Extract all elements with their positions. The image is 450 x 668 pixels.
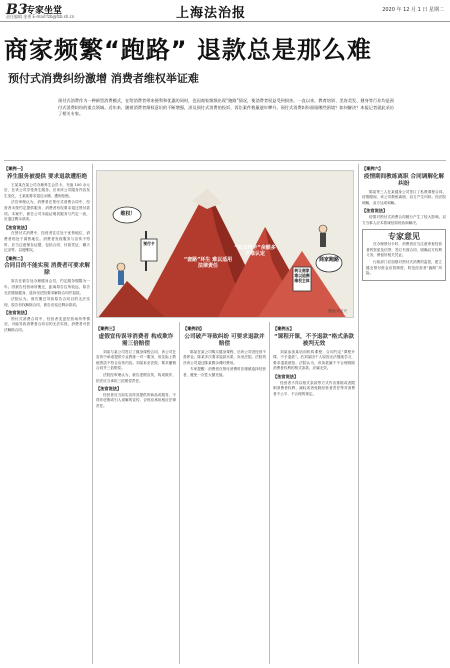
label-prepaid-card: 预付卡 bbox=[143, 241, 155, 246]
expert-opinion-box bbox=[362, 229, 446, 281]
paragraph: 在预付式消费中，经营者往往处于优势地位，消费者则处于弱势地位。消费者发现服务与宣传不符时，应当注意保存证据，包括合同、付款凭证、聊天记录等，以便维权。 bbox=[4, 231, 90, 253]
paragraph: 法院经审理认为，被告虚假宣传，构成欺诈，依法应当承担三倍赔偿责任。 bbox=[96, 372, 176, 383]
article-column-1 bbox=[4, 164, 90, 664]
case-title: 虚假宣传误导消费者 构成欺诈需三倍赔偿 bbox=[98, 333, 174, 347]
label-merchant-runaway: 商家跑路 bbox=[318, 257, 339, 263]
column-divider bbox=[92, 164, 93, 664]
case-title: “课程开课，不予退款”格式条款被判无效 bbox=[273, 333, 355, 347]
paragraph: 经营者应当如实宣传其提供的商品或服务，不得作虚假或引人误解的宣传，否则应承担相应法律责任。 bbox=[96, 392, 176, 408]
section-number: B3 bbox=[6, 2, 28, 18]
article-column-4 bbox=[273, 324, 355, 664]
paragraph: 王某某在某公司办理养生会员卡，充值 100 余元后，在该公司享受养生服务。后来该公司服务内容发生变化，王某某要求退还余额，遭到拒绝。 bbox=[4, 182, 90, 198]
case-tag: 【案例三】 bbox=[96, 326, 117, 331]
paragraph: 刘某参加某培训机构课程，合同约定“课程开课，不予退款”。后刘某因个人原因无法继续学习，要求退款被拒。法院认为，该条款属于不合理排除消费者权利的格式条款，应属无效。 bbox=[273, 349, 355, 371]
article-column-2 bbox=[96, 324, 176, 664]
paper-name: 上海法治报 bbox=[176, 6, 247, 21]
label-transfer-merchant: 转让商家 难以追溯维权主体 bbox=[294, 268, 310, 283]
paragraph: 刘某与某公司签订了健身课程合同，该公司在宣传中承诺提供专业教练一对一服务，但实际上教练资质不符合宣传内容。刘某诉至法院，要求撤销合同并三倍赔偿。 bbox=[96, 349, 176, 371]
judge-comment-tag: 【法官说法】 bbox=[4, 310, 30, 316]
expert-opinion-title: 专家意见 bbox=[388, 232, 420, 242]
article-column-5 bbox=[362, 164, 446, 664]
lead-paragraph: 预付式消费作为一种新型消费模式，在给消费者带来便利和优惠的同时，也因商家频频出现“跑路”情况，使消费者权益受到损害。一直以来，教育培训、美容美发、健身等行业均是预付式消费纠纷的重点领域。近年来，随着消费者维权意识的不断增强，涉及预付式消费的投诉、诉讼案件数量逐年攀升。预付式消费纠纷面临哪些困境？如何解决？本报记者就此采访了相关专家。 bbox=[58, 98, 394, 117]
judge-comment-tag: 【法官说法】 bbox=[362, 208, 388, 214]
case-title: 公司破产导致纠纷 可要求退款并赔偿 bbox=[184, 333, 265, 347]
paragraph: 预付式消费合同中，经营者变更经营场所等情况，可能导致消费者合同目的无法实现，消费者可依法解除合同。 bbox=[4, 316, 90, 333]
divider bbox=[4, 160, 446, 161]
label-private-transfer: “私自转卡”余额多少难认定 bbox=[234, 245, 276, 258]
label-taolu: “套路”环生 难以适用法律责任 bbox=[183, 257, 233, 270]
subheadline: 预付式消费纠纷激增 消费者维权举证难 bbox=[8, 72, 199, 85]
paragraph: 行政部门应加强对预付式消费的监管，建立健全预付资金存管制度，防范经营者“跑路”风险。 bbox=[366, 259, 442, 276]
case-tag: 【案例五】 bbox=[273, 326, 294, 331]
label-weiquan: 维权！ bbox=[120, 211, 136, 217]
column-divider bbox=[358, 164, 359, 664]
judge-comment-tag: 【法官说法】 bbox=[96, 386, 122, 392]
paragraph: 疫情对预付式消费合同履行产生了较大影响，双方当事人应本着诚信原则协商解决。 bbox=[362, 214, 446, 225]
case-tag: 【案例六】 bbox=[362, 166, 383, 171]
judge-comment-tag: 【法官说法】 bbox=[4, 224, 30, 230]
masthead bbox=[0, 0, 450, 22]
paragraph: 专家提醒：消费者在预付消费时应谨慎选择经营者，避免一次性大额充值。 bbox=[183, 367, 266, 377]
headline: 商家频繁“跑路” 退款总是那么难 bbox=[4, 36, 372, 64]
case-title: 养生服务被提供 要求退款遭拒绝 bbox=[6, 173, 88, 180]
paragraph: 经营者不得以格式条款等方式作出排除或者限制消费者权利、减轻或者免除经营者责任等对消费者不公平、不合理的规定。 bbox=[273, 380, 355, 396]
paragraph: 法院认为，被告搬迁导致原告合同目的无法实现，原告有权解除合同，被告应返还剩余款项。 bbox=[4, 297, 90, 307]
publication-date: 2020 年 12 月 1 日 星期二 bbox=[382, 7, 444, 13]
judge-comment-tag: 【法官说法】 bbox=[273, 373, 299, 379]
column-divider bbox=[269, 322, 270, 664]
paragraph: 在办理预付卡时，消费者应当注意审查经营者的资质及信誉，签订书面合同，明确双方权利义务，保留好相关凭证。 bbox=[366, 242, 442, 258]
paragraph: 原告在被告处办理健身会员，约定服务期限为一年。因被告经营场所搬迁，距离原告住所较远，原告无法继续健身，遂诉至法院要求解除合同并退款。 bbox=[4, 279, 90, 295]
case-title: 疫情期间教练离职 合同调解化解纠纷 bbox=[363, 173, 445, 187]
case-tag: 【案例四】 bbox=[183, 326, 204, 331]
case-tag: 【案例二】 bbox=[4, 255, 25, 261]
article-column-3 bbox=[183, 324, 266, 664]
cartoon-illustration bbox=[96, 170, 354, 318]
column-divider bbox=[179, 322, 180, 664]
section-name: 专家坐堂 bbox=[26, 6, 63, 16]
paragraph: 陈某在某公司购买健身课程，后该公司因经营不善停业。陈某多次要求退款未果，诉至法院。法院判决该公司退还陈某剩余课时费用。 bbox=[183, 349, 266, 365]
mountains-drawing bbox=[97, 171, 354, 318]
editor-line: 责任编辑 金勇 E-mail:fzb@fzb.sh.cn bbox=[6, 14, 75, 19]
paragraph: 陈某等三人在某健身公司签订了私教课程合同。疫情期间，该公司教练离职，双方产生纠纷。经法院调解，双方达成和解。 bbox=[362, 189, 446, 205]
illustration-credit: 漫画/刘孟兴 bbox=[327, 309, 347, 313]
paragraph: 法官审理认为，消费者在预付式消费合同中，经营者未按约定提供服务，消费者有权要求退还预付款项。本案中，被告公司未能证明其服务与约定一致，应退还剩余款项。 bbox=[4, 200, 90, 222]
case-tag: 【案例一】 bbox=[4, 166, 25, 171]
case-title: 合同目的不能实现 消费者可要求解除 bbox=[4, 263, 90, 277]
